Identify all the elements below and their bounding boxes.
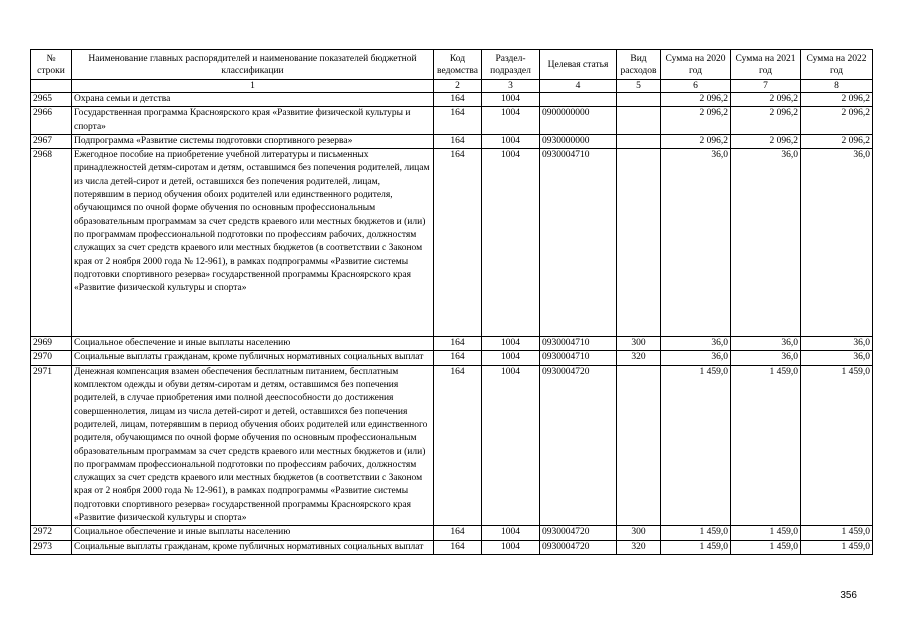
row-expense-type [617, 93, 661, 107]
budget-table [30, 49, 873, 555]
row-sum-2022: 1 459,0 [801, 526, 873, 540]
column-number: 2 [434, 80, 482, 93]
header-sum-2020: Сумма на 2020 год [661, 50, 731, 80]
row-name: Социальное обеспечение и иные выплаты населению [72, 526, 434, 540]
table-row [31, 540, 873, 554]
header-sum-2022: Сумма на 2022 год [801, 50, 873, 80]
row-expense-type [617, 134, 661, 148]
row-section: 1004 [482, 526, 540, 540]
row-dept-code: 164 [434, 365, 482, 526]
row-sum-2021: 1 459,0 [731, 540, 801, 554]
header-section: Раздел-подраздел [482, 50, 540, 80]
row-sum-2021: 36,0 [731, 351, 801, 365]
row-dept-code: 164 [434, 149, 482, 337]
row-expense-type: 320 [617, 540, 661, 554]
row-section: 1004 [482, 149, 540, 337]
row-sum-2020: 1 459,0 [661, 365, 731, 526]
row-sum-2022: 2 096,2 [801, 107, 873, 135]
row-sum-2020: 2 096,2 [661, 93, 731, 107]
row-dept-code: 164 [434, 337, 482, 351]
row-target: 0930004710 [540, 351, 617, 365]
row-section: 1004 [482, 107, 540, 135]
row-expense-type [617, 365, 661, 526]
row-sum-2020: 1 459,0 [661, 526, 731, 540]
row-number: 2970 [31, 351, 72, 365]
table-row [31, 337, 873, 351]
row-sum-2022: 36,0 [801, 351, 873, 365]
row-expense-type [617, 149, 661, 337]
row-target: 0930004720 [540, 365, 617, 526]
column-number: 8 [801, 80, 873, 93]
row-sum-2020: 1 459,0 [661, 540, 731, 554]
row-section: 1004 [482, 337, 540, 351]
row-sum-2021: 2 096,2 [731, 107, 801, 135]
row-dept-code: 164 [434, 134, 482, 148]
row-sum-2021: 36,0 [731, 337, 801, 351]
table-row [31, 365, 873, 526]
row-expense-type: 300 [617, 337, 661, 351]
row-expense-type [617, 107, 661, 135]
header-target: Целевая статья [540, 50, 617, 80]
row-target: 0930004710 [540, 337, 617, 351]
row-name: Социальное обеспечение и иные выплаты населению [72, 337, 434, 351]
row-expense-type: 320 [617, 351, 661, 365]
column-number: 1 [72, 80, 434, 93]
header-dept-code: Код ведомства [434, 50, 482, 80]
table-row [31, 93, 873, 107]
row-sum-2022: 2 096,2 [801, 134, 873, 148]
row-sum-2020: 36,0 [661, 351, 731, 365]
column-number: 6 [661, 80, 731, 93]
column-number: 3 [482, 80, 540, 93]
row-sum-2020: 36,0 [661, 337, 731, 351]
row-dept-code: 164 [434, 107, 482, 135]
row-sum-2020: 36,0 [661, 149, 731, 337]
row-expense-type: 300 [617, 526, 661, 540]
table-row [31, 526, 873, 540]
row-dept-code: 164 [434, 540, 482, 554]
row-name: Государственная программа Красноярского края «Развитие физической культуры и спорта» [72, 107, 434, 135]
row-sum-2022: 2 096,2 [801, 93, 873, 107]
row-name: Подпрограмма «Развитие системы подготовки спортивного резерва» [72, 134, 434, 148]
row-section: 1004 [482, 134, 540, 148]
row-sum-2022: 1 459,0 [801, 365, 873, 526]
row-sum-2020: 2 096,2 [661, 134, 731, 148]
row-sum-2021: 2 096,2 [731, 134, 801, 148]
header-row [31, 50, 873, 80]
table-row [31, 351, 873, 365]
row-section: 1004 [482, 540, 540, 554]
row-target: 0900000000 [540, 107, 617, 135]
row-number: 2973 [31, 540, 72, 554]
row-number: 2969 [31, 337, 72, 351]
row-number: 2972 [31, 526, 72, 540]
table-row [31, 107, 873, 135]
page-number: 356 [840, 590, 857, 601]
row-sum-2020: 2 096,2 [661, 107, 731, 135]
row-dept-code: 164 [434, 526, 482, 540]
row-target: 0930004720 [540, 540, 617, 554]
row-sum-2021: 2 096,2 [731, 93, 801, 107]
row-number: 2967 [31, 134, 72, 148]
column-number-row [31, 80, 873, 93]
row-sum-2021: 1 459,0 [731, 526, 801, 540]
row-target: 0930004720 [540, 526, 617, 540]
row-sum-2022: 36,0 [801, 149, 873, 337]
row-name: Ежегодное пособие на приобретение учебной литературы и письменных принадлежностей детям-сиротам и детям, оставшимся без попечения родителей, лицам из числа детей-сирот и детей, оставшихся без попечения родителей, лицам, потерявшим в период обучения обоих родителей или единственного родителя, обучающимся по очной форме обучения по основным профессиональным образовательным программам за счет средств краевого или местных бюджетов и (или) по программам профессиональной подготовки по профессиям рабочих, должностям служащих за счет средств краевого или местных бюджетов (в соответствии с Законом края от 2 ноября 2000 года № 12-961), в рамках подпрограммы «Развитие системы подготовки спортивного резерва» государственной программы Красноярского края «Развитие физической культуры и спорта» [72, 149, 434, 337]
header-sum-2021: Сумма на 2021 год [731, 50, 801, 80]
row-number: 2966 [31, 107, 72, 135]
column-number: 5 [617, 80, 661, 93]
row-sum-2022: 36,0 [801, 337, 873, 351]
row-sum-2021: 36,0 [731, 149, 801, 337]
row-target: 0930004710 [540, 149, 617, 337]
row-name: Социальные выплаты гражданам, кроме публичных нормативных социальных выплат [72, 540, 434, 554]
row-dept-code: 164 [434, 93, 482, 107]
row-name: Денежная компенсация взамен обеспечения бесплатным питанием, бесплатным комплектом одежды и обуви детям-сиротам и детям, оставшимся без попечения родителей, в случае приобретения ими полной дееспособности до достижения совершеннолетия, лицам из числа детей-сирот и детей, оставшихся без попечения родителей, лицам, потерявшим в период обучения обоих родителей или единственного родителя, обучающимся по очной форме обучения по основным профессиональным образовательным программам за счет средств краевого или местных бюджетов и (или) по программам профессиональной подготовки по профессиям рабочих, должностям служащих за счет средств краевого или местных бюджетов (в соответствии с Законом края от 2 ноября 2000 года № 12-961), в рамках подпрограммы «Развитие системы подготовки спортивного резерва» государственной программы Красноярского края «Развитие физической культуры и спорта» [72, 365, 434, 526]
column-number [31, 80, 72, 93]
row-target: 0930000000 [540, 134, 617, 148]
row-sum-2021: 1 459,0 [731, 365, 801, 526]
row-name: Охрана семьи и детства [72, 93, 434, 107]
row-name: Социальные выплаты гражданам, кроме публичных нормативных социальных выплат [72, 351, 434, 365]
header-row-number: № строки [31, 50, 72, 80]
header-expense-type: Вид расходов [617, 50, 661, 80]
row-section: 1004 [482, 365, 540, 526]
row-sum-2022: 1 459,0 [801, 540, 873, 554]
row-number: 2968 [31, 149, 72, 337]
header-name: Наименование главных распорядителей и наименование показателей бюджетной классификации [72, 50, 434, 80]
row-number: 2971 [31, 365, 72, 526]
row-section: 1004 [482, 93, 540, 107]
column-number: 7 [731, 80, 801, 93]
row-target [540, 93, 617, 107]
row-dept-code: 164 [434, 351, 482, 365]
table-row [31, 134, 873, 148]
row-section: 1004 [482, 351, 540, 365]
row-number: 2965 [31, 93, 72, 107]
table-row [31, 149, 873, 337]
column-number: 4 [540, 80, 617, 93]
